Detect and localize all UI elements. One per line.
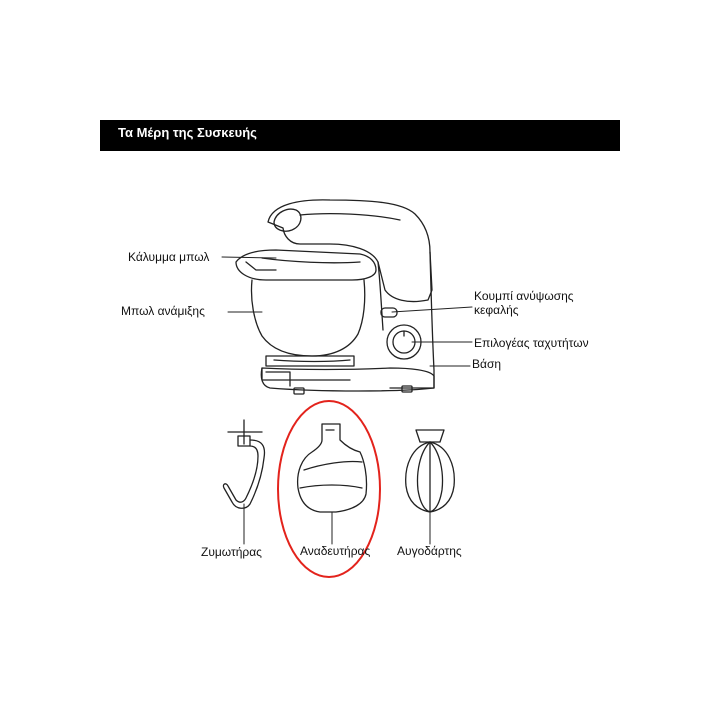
dough-hook-illustration: [223, 420, 264, 508]
stand-mixer-illustration: [236, 200, 434, 394]
leader-lines: [222, 257, 472, 544]
head-release-button: [381, 308, 397, 317]
label-bowl-cover: Κάλυμμα μπωλ: [128, 250, 210, 264]
bowl-cover: [236, 250, 376, 280]
page-title: Τα Μέρη της Συσκευής: [118, 125, 257, 140]
label-mixing-bowl: Μπωλ ανάμιξης: [121, 304, 205, 318]
whisk-illustration: [406, 430, 455, 512]
label-head-release-button-line1: Κουμπί ανύψωσης: [474, 289, 574, 303]
label-dough-hook: Ζυμωτήρας: [201, 545, 262, 559]
label-head-release-button-line2: κεφαλής: [474, 303, 519, 317]
label-speed-selector: Επιλογέας ταχυτήτων: [474, 336, 589, 350]
label-flat-beater: Αναδευτήρας: [300, 544, 371, 558]
label-base: Βάση: [472, 357, 502, 371]
mixing-bowl: [251, 280, 364, 356]
flat-beater-illustration: [298, 424, 367, 512]
label-whisk: Αυγοδάρτης: [397, 544, 462, 558]
